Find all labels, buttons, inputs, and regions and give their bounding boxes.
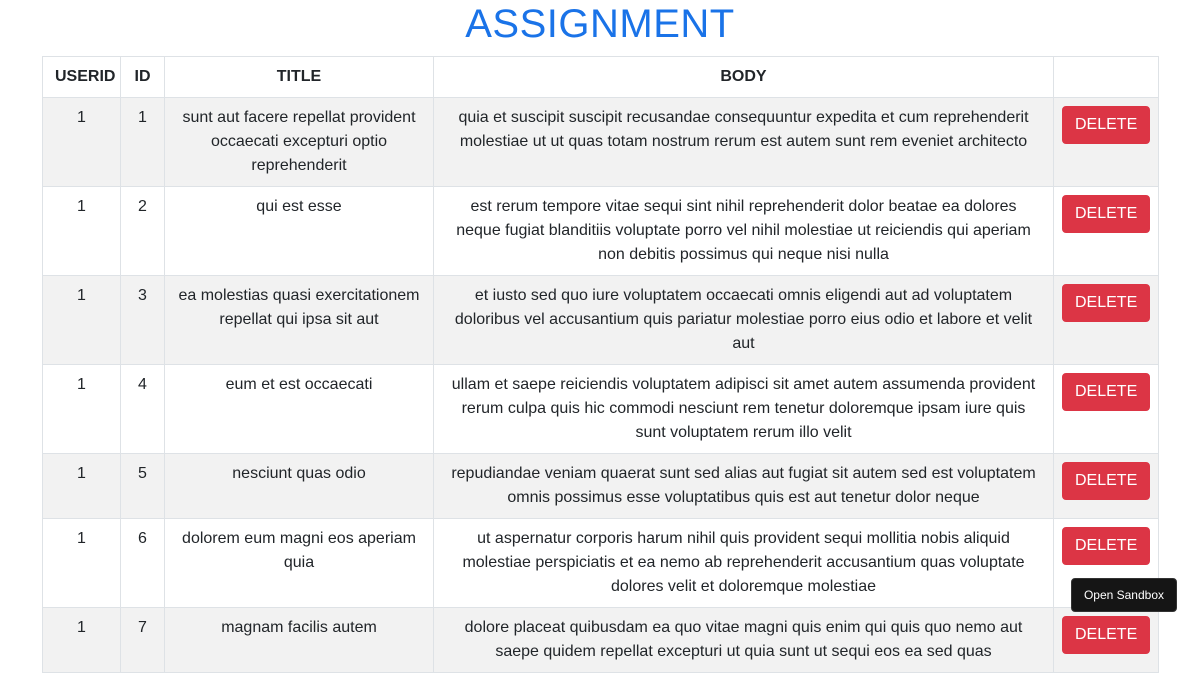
page-title: ASSIGNMENT bbox=[465, 2, 735, 46]
cell-userid: 1 bbox=[43, 519, 121, 608]
delete-button[interactable]: DELETE bbox=[1062, 616, 1150, 654]
cell-action bbox=[1054, 187, 1159, 276]
table-row bbox=[43, 454, 1159, 519]
cell-userid: 1 bbox=[43, 608, 121, 673]
header-title: TITLE bbox=[165, 57, 434, 98]
cell-body: est rerum tempore vitae sequi sint nihil reprehenderit dolor beatae ea dolores neque fugiat blanditiis voluptate porro vel nihil molestiae ut reiciendis qui aperiam non debitis possimus qui neque nisi nulla bbox=[434, 187, 1054, 276]
cell-body: quia et suscipit suscipit recusandae consequuntur expedita et cum reprehenderit molestiae ut ut quas totam nostrum rerum est autem sunt rem eveniet architecto bbox=[434, 98, 1054, 187]
cell-action bbox=[1054, 276, 1159, 365]
delete-button[interactable]: DELETE bbox=[1062, 284, 1150, 322]
table-row bbox=[43, 365, 1159, 454]
table-row bbox=[43, 187, 1159, 276]
cell-id: 7 bbox=[121, 608, 165, 673]
cell-action bbox=[1054, 454, 1159, 519]
header-action bbox=[1054, 57, 1159, 98]
cell-title: sunt aut facere repellat provident occaecati excepturi optio reprehenderit bbox=[165, 98, 434, 187]
table-row bbox=[43, 519, 1159, 608]
cell-id: 3 bbox=[121, 276, 165, 365]
delete-button[interactable]: DELETE bbox=[1062, 373, 1150, 411]
open-sandbox-button[interactable]: Open Sandbox bbox=[1071, 578, 1177, 612]
cell-body: dolore placeat quibusdam ea quo vitae magni quis enim qui quis quo nemo aut saepe quidem repellat excepturi ut quia sunt ut sequi eos ea sed quas bbox=[434, 608, 1054, 673]
cell-userid: 1 bbox=[43, 98, 121, 187]
cell-id: 2 bbox=[121, 187, 165, 276]
cell-id: 1 bbox=[121, 98, 165, 187]
header-id: ID bbox=[121, 57, 165, 98]
cell-title: dolorem eum magni eos aperiam quia bbox=[165, 519, 434, 608]
table-row bbox=[43, 276, 1159, 365]
delete-button[interactable]: DELETE bbox=[1062, 195, 1150, 233]
table-row bbox=[43, 98, 1159, 187]
cell-body: ullam et saepe reiciendis voluptatem adipisci sit amet autem assumenda provident rerum culpa quis hic commodi nesciunt rem tenetur doloremque ipsam iure quis sunt voluptatem rerum illo velit bbox=[434, 365, 1054, 454]
cell-action bbox=[1054, 365, 1159, 454]
table-container bbox=[42, 56, 1158, 673]
cell-id: 4 bbox=[121, 365, 165, 454]
delete-button[interactable]: DELETE bbox=[1062, 462, 1150, 500]
cell-body: ut aspernatur corporis harum nihil quis provident sequi mollitia nobis aliquid molestiae perspiciatis et ea nemo ab reprehenderit accusantium quas voluptate dolores velit et doloremque molestiae bbox=[434, 519, 1054, 608]
cell-body: repudiandae veniam quaerat sunt sed alias aut fugiat sit autem sed est voluptatem omnis possimus esse voluptatibus quis est aut tenetur dolor neque bbox=[434, 454, 1054, 519]
cell-userid: 1 bbox=[43, 276, 121, 365]
header-body: BODY bbox=[434, 57, 1054, 98]
table-header bbox=[43, 57, 1159, 98]
header-row bbox=[43, 57, 1159, 98]
cell-id: 5 bbox=[121, 454, 165, 519]
posts-table bbox=[42, 56, 1159, 673]
cell-action bbox=[1054, 608, 1159, 673]
cell-title: magnam facilis autem bbox=[165, 608, 434, 673]
table-row bbox=[43, 608, 1159, 673]
cell-title: eum et est occaecati bbox=[165, 365, 434, 454]
cell-action bbox=[1054, 98, 1159, 187]
cell-title: qui est esse bbox=[165, 187, 434, 276]
cell-userid: 1 bbox=[43, 187, 121, 276]
cell-body: et iusto sed quo iure voluptatem occaecati omnis eligendi aut ad voluptatem doloribus vel accusantium quis pariatur molestiae porro eius odio et labore et velit aut bbox=[434, 276, 1054, 365]
cell-userid: 1 bbox=[43, 454, 121, 519]
delete-button[interactable]: DELETE bbox=[1062, 106, 1150, 144]
cell-id: 6 bbox=[121, 519, 165, 608]
header-userid: USERID bbox=[43, 57, 121, 98]
table-body bbox=[43, 98, 1159, 673]
cell-userid: 1 bbox=[43, 365, 121, 454]
delete-button[interactable]: DELETE bbox=[1062, 527, 1150, 565]
cell-title: nesciunt quas odio bbox=[165, 454, 434, 519]
cell-title: ea molestias quasi exercitationem repellat qui ipsa sit aut bbox=[165, 276, 434, 365]
